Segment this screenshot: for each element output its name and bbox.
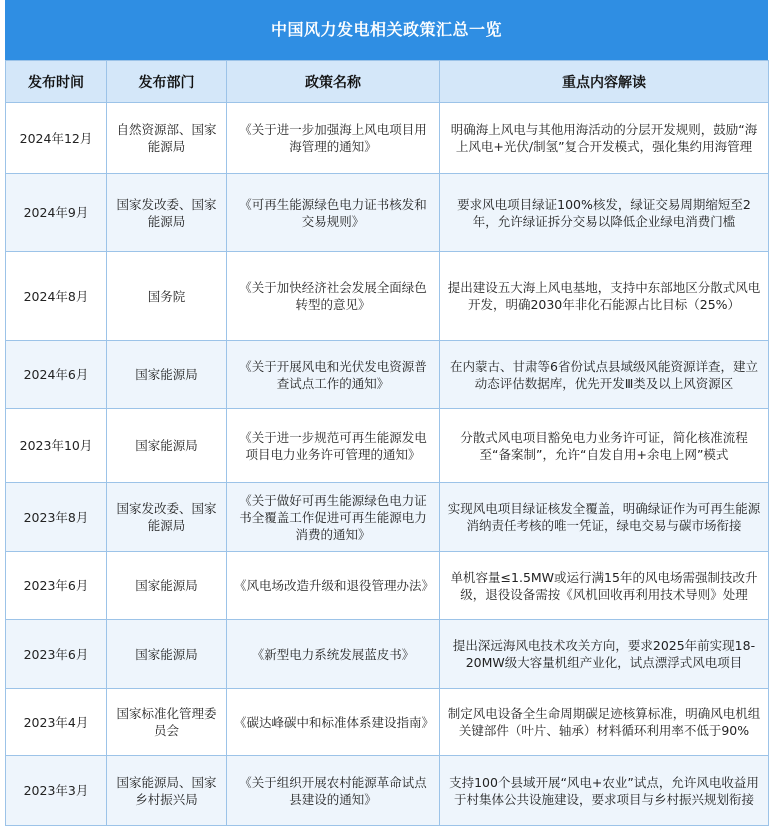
cell-key-content: 提出建设五大海上风电基地，支持中东部地区分散式风电开发，明确2030年非化石能源占比目标（25%） [440,252,769,341]
header-key-content: 重点内容解读 [440,61,769,103]
table-row [6,552,769,620]
cell-date: 2024年9月 [6,174,107,252]
cell-date: 2024年12月 [6,103,107,174]
table-row [6,341,769,409]
cell-policy-name: 《风电场改造升级和退役管理办法》 [227,552,440,620]
cell-dept: 国务院 [107,252,227,341]
cell-policy-name: 《关于做好可再生能源绿色电力证书全覆盖工作促进可再生能源电力消费的通知》 [227,483,440,552]
cell-date: 2023年3月 [6,756,107,826]
cell-key-content: 分散式风电项目豁免电力业务许可证，简化核准流程至“备案制”，允许“自发自用+余电上网”模式 [440,409,769,483]
cell-policy-name: 《关于组织开展农村能源革命试点县建设的通知》 [227,756,440,826]
cell-date: 2023年10月 [6,409,107,483]
table-row [6,483,769,552]
policy-table [5,60,769,826]
cell-policy-name: 《关于进一步规范可再生能源发电项目电力业务许可管理的通知》 [227,409,440,483]
cell-dept: 国家能源局 [107,409,227,483]
cell-date: 2023年4月 [6,689,107,756]
cell-key-content: 单机容量≤1.5MW或运行满15年的风电场需强制技改升级，退役设备需按《风机回收再利用技术导则》处理 [440,552,769,620]
cell-key-content: 要求风电项目绿证100%核发，绿证交易周期缩短至2年，允许绿证拆分交易以降低企业绿电消费门槛 [440,174,769,252]
cell-dept: 国家能源局 [107,341,227,409]
cell-policy-name: 《关于开展风电和光伏发电资源普查试点工作的通知》 [227,341,440,409]
cell-policy-name: 《可再生能源绿色电力证书核发和交易规则》 [227,174,440,252]
cell-policy-name: 《关于进一步加强海上风电项目用海管理的通知》 [227,103,440,174]
table-row [6,409,769,483]
header-date: 发布时间 [6,61,107,103]
cell-key-content: 提出深远海风电技术攻关方向，要求2025年前实现18-20MW级大容量机组产业化，试点漂浮式风电项目 [440,620,769,689]
table-row [6,756,769,826]
header-dept: 发布部门 [107,61,227,103]
cell-date: 2023年6月 [6,620,107,689]
table-row [6,252,769,341]
cell-dept: 国家发改委、国家能源局 [107,483,227,552]
cell-key-content: 在内蒙古、甘肃等6省份试点县域级风能资源详查，建立动态评估数据库，优先开发Ⅲ类及以上风资源区 [440,341,769,409]
cell-key-content: 制定风电设备全生命周期碳足迹核算标准，明确风电机组关键部件（叶片、轴承）材料循环利用率不低于90% [440,689,769,756]
header-row [6,61,769,103]
table-row [6,620,769,689]
cell-dept: 国家标准化管理委员会 [107,689,227,756]
table-row [6,689,769,756]
table-row [6,174,769,252]
cell-date: 2023年8月 [6,483,107,552]
cell-policy-name: 《关于加快经济社会发展全面绿色转型的意见》 [227,252,440,341]
cell-policy-name: 《新型电力系统发展蓝皮书》 [227,620,440,689]
cell-dept: 国家能源局 [107,620,227,689]
cell-date: 2024年8月 [6,252,107,341]
table-row [6,103,769,174]
cell-date: 2023年6月 [6,552,107,620]
cell-dept: 国家发改委、国家能源局 [107,174,227,252]
header-policy-name: 政策名称 [227,61,440,103]
cell-dept: 国家能源局 [107,552,227,620]
cell-date: 2024年6月 [6,341,107,409]
table-title: 中国风力发电相关政策汇总一览 [5,0,768,60]
cell-key-content: 明确海上风电与其他用海活动的分层开发规则，鼓励“海上风电+光伏/制氢”复合开发模式，强化集约用海管理 [440,103,769,174]
cell-key-content: 支持100个县域开展“风电+农业”试点，允许风电收益用于村集体公共设施建设，要求项目与乡村振兴规划衔接 [440,756,769,826]
cell-dept: 自然资源部、国家能源局 [107,103,227,174]
cell-policy-name: 《碳达峰碳中和标准体系建设指南》 [227,689,440,756]
cell-dept: 国家能源局、国家乡村振兴局 [107,756,227,826]
cell-key-content: 实现风电项目绿证核发全覆盖，明确绿证作为可再生能源消纳责任考核的唯一凭证，绿电交易与碳市场衔接 [440,483,769,552]
